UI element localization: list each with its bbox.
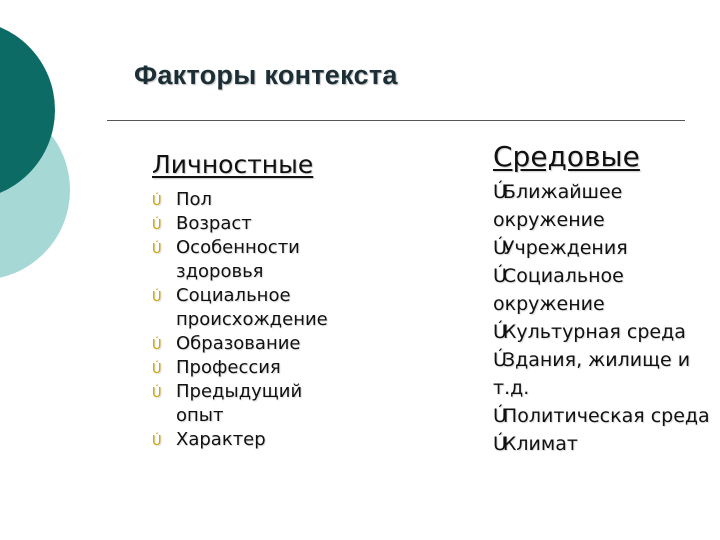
list-item bbox=[493, 262, 718, 318]
list-item-label: Возраст bbox=[176, 213, 252, 234]
list-item-label: Профессия bbox=[176, 357, 281, 378]
title-divider bbox=[107, 120, 685, 121]
list-item bbox=[493, 402, 718, 430]
bullet-icon: Ú bbox=[493, 405, 500, 427]
personal-heading: Личностные bbox=[152, 150, 314, 179]
bullet-icon: Ú bbox=[493, 321, 500, 343]
list-item-label: Предыдущий опыт bbox=[176, 381, 303, 426]
list-item bbox=[152, 284, 352, 332]
bullet-icon: Ú bbox=[152, 218, 162, 233]
list-item-label: Особенности здоровья bbox=[176, 237, 300, 282]
list-item-label: Образование bbox=[176, 333, 301, 354]
bullet-icon: Ú bbox=[152, 386, 162, 401]
list-item-label: Климат bbox=[502, 433, 578, 455]
list-item bbox=[493, 430, 718, 458]
list-item bbox=[152, 188, 352, 212]
list-item bbox=[152, 380, 352, 428]
bullet-icon: Ú bbox=[152, 242, 162, 257]
bullet-icon: Ú bbox=[152, 194, 162, 209]
list-item bbox=[493, 178, 718, 234]
bullet-icon: Ú bbox=[493, 181, 500, 203]
list-item-label: Социальное окружение bbox=[493, 265, 624, 315]
list-item bbox=[152, 236, 352, 284]
list-item bbox=[152, 212, 352, 236]
list-item-label: Социальное происхождение bbox=[176, 285, 328, 330]
bullet-icon: Ú bbox=[152, 290, 162, 305]
list-item bbox=[493, 234, 718, 262]
list-item bbox=[152, 428, 352, 452]
list-item-label: Политическая среда bbox=[502, 405, 710, 427]
environmental-factors-list bbox=[493, 178, 718, 458]
list-item-label: Культурная среда bbox=[502, 321, 686, 343]
list-item-label: Пол bbox=[176, 189, 213, 210]
bullet-icon: Ú bbox=[152, 338, 162, 353]
list-item bbox=[493, 318, 718, 346]
bullet-icon: Ú bbox=[152, 362, 162, 377]
list-item-label: Учреждения bbox=[502, 237, 628, 259]
decorative-circles bbox=[0, 0, 120, 300]
environmental-heading: Средовые bbox=[493, 140, 640, 173]
slide-title: Факторы контекста bbox=[134, 60, 398, 90]
bullet-icon: Ú bbox=[152, 434, 162, 449]
bullet-icon: Ú bbox=[493, 265, 500, 287]
list-item-label: Здания, жилище и т.д. bbox=[493, 349, 691, 399]
personal-factors-list bbox=[152, 188, 352, 452]
bullet-icon: Ú bbox=[493, 237, 500, 259]
bullet-icon: Ú bbox=[493, 349, 500, 371]
bullet-icon: Ú bbox=[493, 433, 500, 455]
list-item-label: Характер bbox=[176, 429, 266, 450]
list-item bbox=[152, 332, 352, 356]
list-item bbox=[152, 356, 352, 380]
list-item-label: Ближайшее окружение bbox=[493, 181, 623, 231]
list-item bbox=[493, 346, 718, 402]
